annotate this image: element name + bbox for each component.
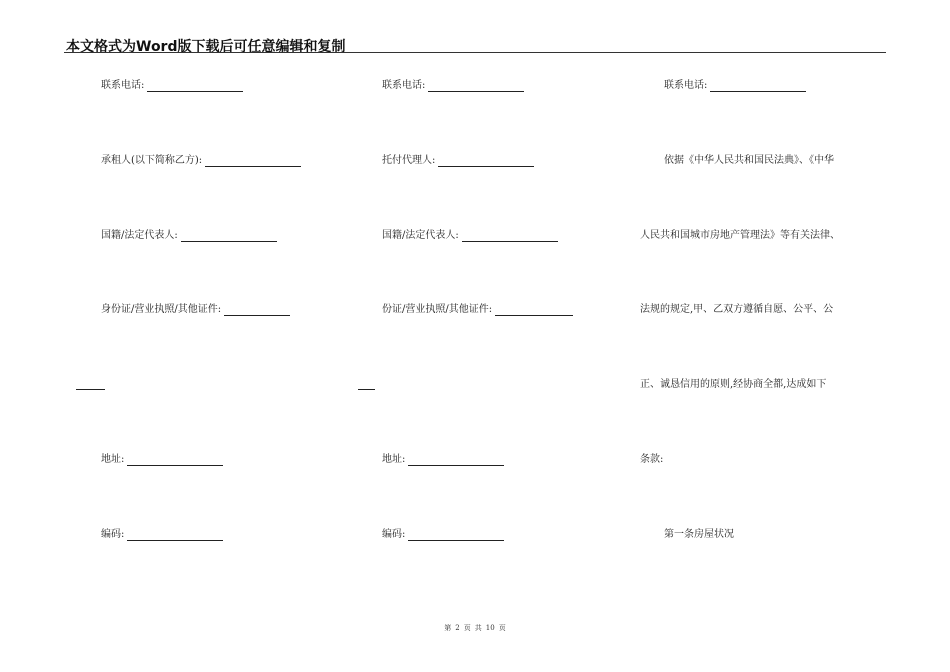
paragraph-line-text: 依据《中华人民共和国民法典》、《中华 (664, 155, 834, 166)
left-contact-phone-label: 联系电话: (101, 80, 145, 91)
paragraph-line-text: 正、诚恳信用的原则,经协商全都,达成如下 (640, 379, 827, 390)
left-nationality-label: 国籍/法定代表人: (101, 230, 178, 241)
left-nationality-row (101, 230, 277, 242)
middle-postcode-row (382, 529, 504, 541)
footer-page-unit: 页 (463, 624, 471, 632)
footer-total-unit: 页 (498, 624, 506, 632)
header-divider (64, 52, 886, 53)
section-title (664, 529, 734, 541)
paragraph-line (640, 379, 826, 391)
footer-total-pages: 10 (485, 624, 495, 632)
paragraph-line (640, 454, 663, 466)
left-contact-phone-blank (147, 81, 243, 92)
left-address-row (101, 454, 223, 466)
middle-address-label: 地址: (382, 454, 406, 465)
middle-id-row (382, 304, 573, 316)
middle-postcode-blank (408, 530, 504, 541)
tenant-label: 承租人(以下简称乙方): (101, 155, 203, 166)
paragraph-line (640, 304, 833, 316)
footer-page-number: 2 (455, 624, 460, 632)
document-title: 本文格式为Word版下载后可任意编辑和复制 (66, 39, 346, 55)
middle-id-blank (495, 305, 573, 316)
tenant-blank (205, 156, 301, 167)
middle-address-blank (408, 455, 504, 466)
agent-label: 托付代理人: (382, 155, 436, 166)
middle-address-row (382, 454, 504, 466)
middle-nationality-label: 国籍/法定代表人: (382, 230, 459, 241)
section-title-text: 第一条房屋状况 (664, 529, 734, 540)
left-postcode-blank (127, 530, 223, 541)
left-nationality-blank (181, 231, 277, 242)
footer-total-label: 共 (474, 624, 482, 632)
middle-id-label: 份证/营业执照/其他证件: (382, 304, 493, 315)
right-contact-phone-label: 联系电话: (664, 80, 708, 91)
middle-id-blank-continuation (358, 389, 375, 390)
paragraph-line (664, 155, 834, 167)
left-id-blank (224, 305, 290, 316)
middle-contact-phone-blank (428, 81, 524, 92)
left-id-label: 身份证/营业执照/其他证件: (101, 304, 222, 315)
left-address-blank (127, 455, 223, 466)
paragraph-line-text: 人民共和国城市房地产管理法》等有关法律、 (640, 230, 840, 241)
left-postcode-label: 编码: (101, 529, 125, 540)
right-contact-phone-row (664, 80, 806, 92)
left-id-blank-continuation (76, 389, 105, 390)
left-postcode-row (101, 529, 223, 541)
middle-contact-phone-label: 联系电话: (382, 80, 426, 91)
paragraph-line (640, 230, 840, 242)
middle-nationality-row (382, 230, 558, 242)
footer-page-label: 第 (444, 624, 452, 632)
agent-row (382, 155, 534, 167)
agent-blank (438, 156, 534, 167)
paragraph-line-text: 法规的规定,甲、乙双方遵循自愿、公平、公 (640, 304, 834, 315)
tenant-row (101, 155, 301, 167)
page-footer (0, 623, 950, 633)
middle-postcode-label: 编码: (382, 529, 406, 540)
paragraph-line-text: 条款: (640, 454, 664, 465)
middle-nationality-blank (462, 231, 558, 242)
left-contact-phone-row (101, 80, 243, 92)
left-id-row (101, 304, 290, 316)
middle-contact-phone-row (382, 80, 524, 92)
right-contact-phone-blank (710, 81, 806, 92)
left-address-label: 地址: (101, 454, 125, 465)
